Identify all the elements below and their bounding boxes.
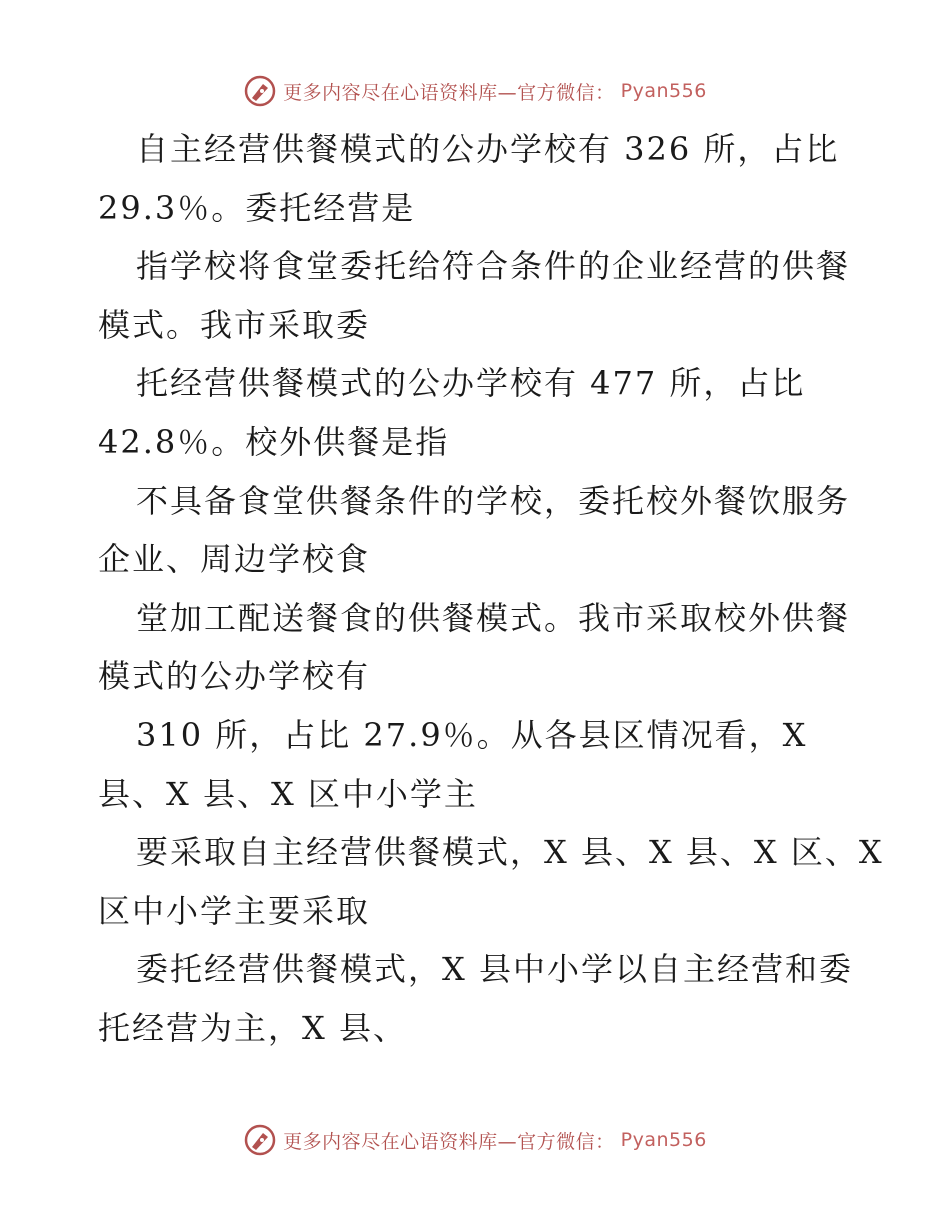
text-line: 模式的公办学校有 <box>98 657 371 696</box>
document-body <box>98 120 884 1058</box>
watermark-bottom <box>0 1120 950 1160</box>
pen-nib-circle-icon <box>243 74 277 108</box>
text-line: 企业、周边学校食 <box>98 540 371 579</box>
watermark-top <box>0 71 950 111</box>
text-line: 县、X 县、X 区中小学主 <box>98 774 478 813</box>
text-line: 委托经营供餐模式，X 县中小学以自主经营和委 <box>136 950 853 989</box>
text-line: 42.8％。校外供餐是指 <box>98 422 450 461</box>
text-line: 堂加工配送餐食的供餐模式。我市采取校外供餐 <box>136 598 851 637</box>
text-line: 29.3％。委托经营是 <box>98 188 416 227</box>
watermark-id: Pyan556 <box>620 80 707 102</box>
text-line: 要采取自主经营供餐模式，X 县、X 县、X 区、X <box>136 833 884 872</box>
text-line: 指学校将食堂委托给符合条件的企业经营的供餐 <box>136 247 851 286</box>
watermark-text: 更多内容尽在心语资料库—官方微信： <box>283 81 615 104</box>
text-line: 托经营为主，X 县、 <box>98 1008 407 1047</box>
watermark-id: Pyan556 <box>620 1129 707 1151</box>
pen-nib-circle-icon <box>243 1123 277 1157</box>
text-line: 模式。我市采取委 <box>98 305 371 344</box>
text-line: 区中小学主要采取 <box>98 891 371 930</box>
watermark-text: 更多内容尽在心语资料库—官方微信： <box>283 1130 615 1153</box>
text-line: 自主经营供餐模式的公办学校有 326 所，占比 <box>136 130 840 168</box>
text-line: 不具备食堂供餐条件的学校，委托校外餐饮服务 <box>136 481 851 520</box>
text-line: 托经营供餐模式的公办学校有 477 所，占比 <box>136 364 806 403</box>
text-line: 310 所，占比 27.9％。从各县区情况看，X <box>136 715 808 754</box>
